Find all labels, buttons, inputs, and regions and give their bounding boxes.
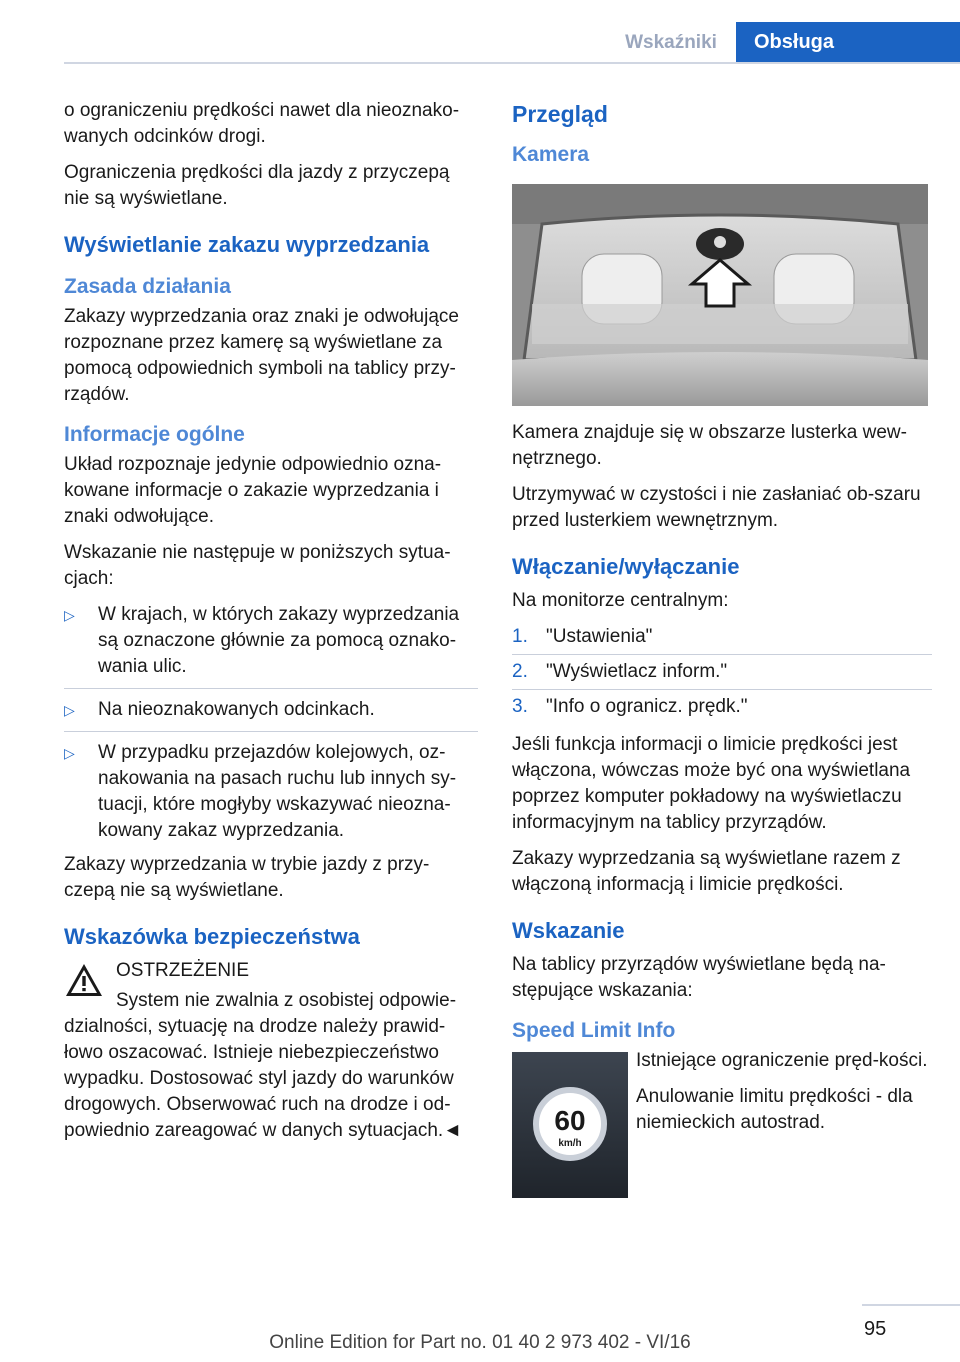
left-column	[64, 98, 478, 1144]
triangle-bullet-icon: ▷	[64, 607, 75, 623]
heading-principle: Zasada działania	[64, 275, 231, 298]
speed-limit-value: 60	[554, 1105, 586, 1136]
paragraph: Jeśli funkcja informacji o limicie prędkości jest włączona, wówczas może być ona wyświetlana poprzez komputer pokładowy na wyświetlaczu informacyjnym na tablicy przyrządów.	[512, 734, 911, 833]
menu-path-speed-limit-info: "Info o ogranicz. prędk."	[546, 696, 748, 717]
list-item	[64, 602, 478, 689]
heading-safety-note: Wskazówka bezpieczeństwa	[64, 924, 360, 949]
warning-title: OSTRZEŻENIE	[116, 960, 250, 981]
step-number: 1.	[512, 626, 528, 647]
paragraph: Utrzymywać w czystości i nie zasłaniać ob-szaru przed lusterkiem wewnętrznym.	[512, 484, 921, 531]
list-item-text: Na nieoznakowanych odcinkach.	[98, 699, 375, 720]
speed-limit-unit: km/h	[558, 1138, 582, 1149]
paragraph: Zakazy wyprzedzania są wyświetlane razem z włączoną informacją i limicie prędkości.	[512, 848, 901, 895]
heading-speed-limit-info: Speed Limit Info	[512, 1019, 676, 1042]
paragraph: o ograniczeniu prędkości nawet dla nieoznako-wanych odcinków drogi.	[64, 100, 460, 147]
list-item	[512, 694, 932, 724]
list-item	[64, 697, 478, 732]
camera-location-photo	[512, 184, 928, 406]
heading-overtake-display: Wyświetlanie zakazu wyprzedzania	[64, 232, 430, 257]
list-item	[512, 659, 932, 690]
list-item	[64, 740, 478, 844]
paragraph: Istniejące ograniczenie pręd-kości.	[636, 1050, 928, 1071]
warning-text: System nie zwalnia z osobistej odpowie-dzialności, sytuację na drodze należy prawid-łowo oszacować. Istnieje niebezpieczeństwo wypadku. Dostosować styl jazdy do warunków drogowych. Obserwować ruch na drodze i od-powiednio zareagować w danych sytuacjach.◄	[64, 990, 462, 1141]
paragraph: Układ rozpoznaje jedynie odpowiednio ozna-kowane informacje o zakazie wyprzedzania i znaki odwołujące.	[64, 454, 442, 527]
steps-list	[512, 624, 932, 724]
menu-path-info-display: "Wyświetlacz inform."	[546, 661, 728, 682]
paragraph: Zakazy wyprzedzania w trybie jazdy z przy-czepą nie są wyświetlane.	[64, 854, 430, 901]
step-number: 3.	[512, 696, 528, 717]
paragraph: Anulowanie limitu prędkości - dla niemieckich autostrad.	[636, 1086, 913, 1133]
page-number: 95	[864, 1318, 887, 1340]
edition-footer: Online Edition for Part no. 01 40 2 973 402 - VI/16	[269, 1332, 691, 1353]
list-item-text: W przypadku przejazdów kolejowych, oz-nakowania na pasach ruchu lub innych sy-tuacji, które mogłyby wskazywać nieozna-kowany zakaz wyprzedzania.	[98, 742, 457, 841]
heading-on-off: Włączanie/wyłączanie	[512, 554, 740, 579]
paragraph: Na tablicy przyrządów wyświetlane będą na-stępujące wskazania:	[512, 954, 886, 1001]
warning-triangle-icon	[64, 962, 104, 998]
heading-overview: Przegląd	[512, 101, 608, 127]
heading-display: Wskazanie	[512, 918, 625, 943]
list-item-text: W krajach, w których zakazy wyprzedzania są oznaczone głównie za pomocą oznako-wania ulic.	[98, 604, 460, 677]
step-number: 2.	[512, 661, 528, 682]
heading-general-info: Informacje ogólne	[64, 423, 245, 446]
bullet-list	[64, 602, 478, 844]
triangle-bullet-icon: ▷	[64, 745, 75, 761]
right-column	[512, 98, 932, 1208]
list-item	[512, 624, 932, 655]
tab-obsluga[interactable]: Obsługa	[736, 22, 960, 62]
header-rule	[64, 62, 960, 64]
speed-limit-sign-icon	[512, 1052, 628, 1198]
triangle-bullet-icon: ▷	[64, 702, 75, 718]
warning-block	[64, 958, 478, 1144]
paragraph: Na monitorze centralnym:	[512, 590, 729, 611]
tab-wskazniki[interactable]: Wskaźniki	[625, 32, 717, 53]
heading-camera: Kamera	[512, 143, 590, 166]
menu-path-settings: "Ustawienia"	[546, 626, 653, 647]
footer-rule	[862, 1304, 960, 1306]
paragraph: Ograniczenia prędkości dla jazdy z przyczepą nie są wyświetlane.	[64, 162, 450, 209]
paragraph: Zakazy wyprzedzania oraz znaki je odwołujące rozpoznane przez kamerę są wyświetlane za pomocą odpowiednich symboli na tablicy przy-rządów.	[64, 306, 459, 405]
speed-limit-block	[512, 1048, 932, 1208]
paragraph: Kamera znajduje się w obszarze lusterka wew-nętrznego.	[512, 422, 907, 469]
paragraph: Wskazanie nie następuje w poniższych sytua-cjach:	[64, 542, 451, 589]
